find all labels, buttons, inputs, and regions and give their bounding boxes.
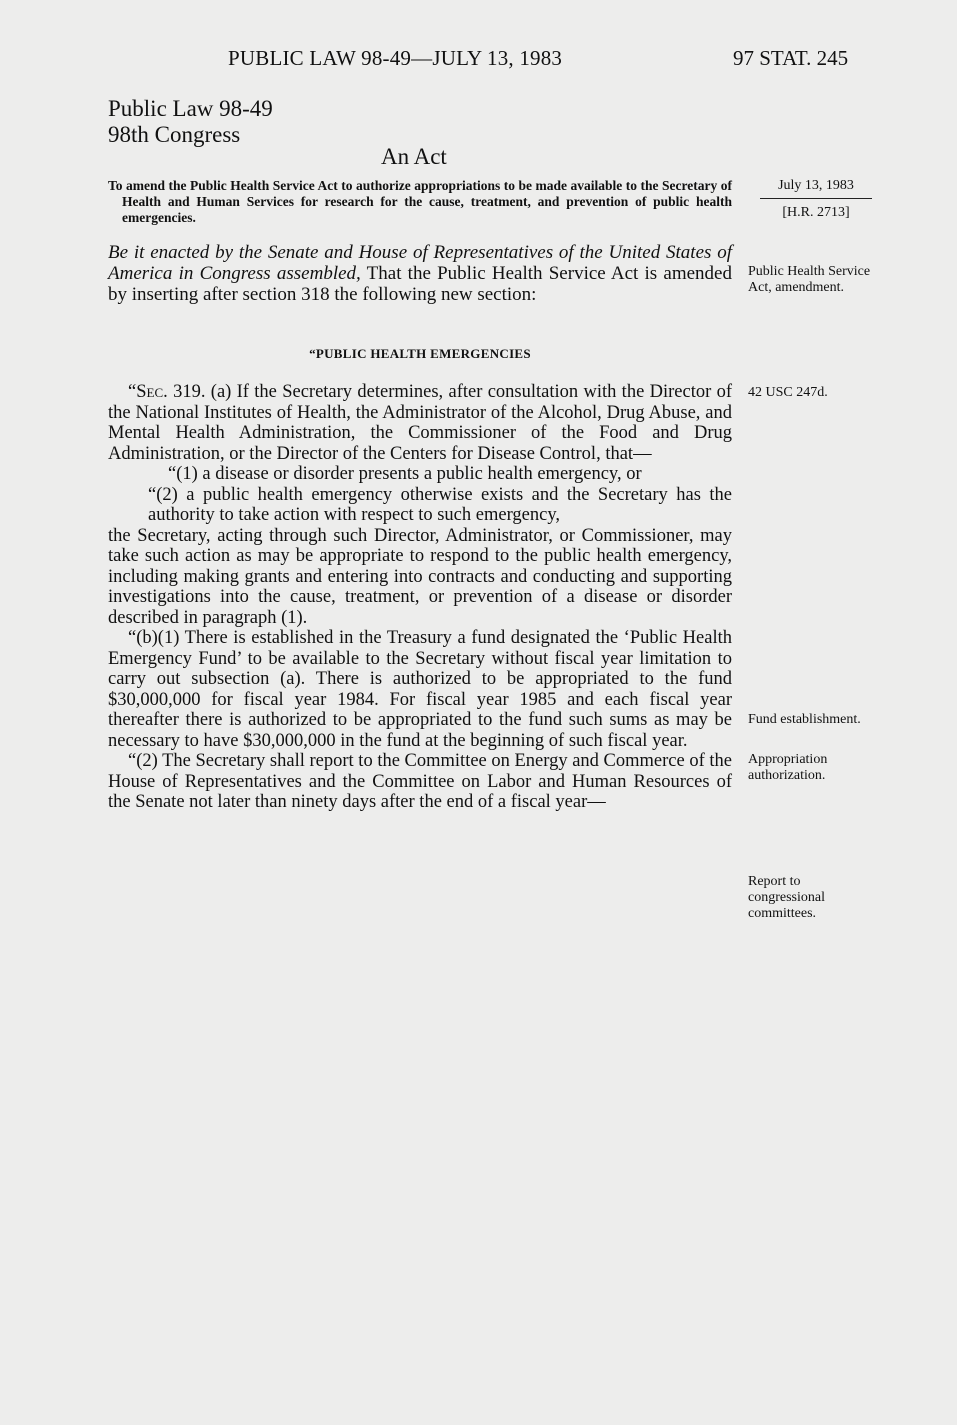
margin-note-usc-citation: 42 USC 247d. xyxy=(748,385,828,400)
paragraph-2: “(2) a public health emergency otherwise exists and the Secretary has the authority to take action with respect to such emergency, xyxy=(148,484,732,525)
margin-note-fund: Fund establishment. xyxy=(748,712,861,727)
paragraph-1: “(1) a disease or disorder presents a public health emergency, or xyxy=(168,464,642,484)
running-header-title: PUBLIC LAW 98-49—JULY 13, 1983 xyxy=(228,46,563,70)
section-label: “Sec. xyxy=(128,382,168,402)
enacting-clause xyxy=(108,242,732,305)
law-identification xyxy=(108,96,273,148)
enacting-clause-rest: That the Public Health Service Act is amended by inserting after section 318 the following new section: xyxy=(108,263,732,305)
section-heading: “PUBLIC HEALTH EMERGENCIES xyxy=(309,346,531,361)
subsection-a xyxy=(108,382,732,464)
subsection-a-continuation: the Secretary, acting through such Director, Administrator, or Commissioner, may take such action as may be appropriate to respond to the public health emergency, including making grants and entering into contracts and conducting and supporting investigations into the cause, treatment, or prevention of a disease or disorder described in paragraph (1). xyxy=(108,525,732,628)
subsection-b-1: “(b)(1) There is established in the Treasury a fund designated the ‘Public Health Emergency Fund’ to be available to the Secretary without fiscal year limitation to carry out subsection (a). There is authorized to be appropriated to the fund $30,000,000 for fiscal year 1984. For fiscal year 1985 and each fiscal year thereafter there is authorized to be appropriated to the fund such sums as may be necessary to have $30,000,000 in the fund at the beginning of such fiscal year. xyxy=(108,628,732,751)
congress-number: 98th Congress xyxy=(108,122,241,147)
enacting-clause-italic: Be it enacted by the Senate and House of Representatives of the United States of America in Congress assembled, xyxy=(108,242,732,284)
enactment-date: July 13, 1983 xyxy=(760,178,872,199)
section-body xyxy=(108,382,732,813)
act-purpose: To amend the Public Health Service Act to authorize appropriations to be made available to the Secretary of Health and Human Services for research for the cause, treatment, and prevention of public health emergencies. xyxy=(108,178,732,225)
margin-note-amendment: Public Health Service Act, amendment. xyxy=(748,264,871,295)
margin-note-report: Report to congressional committees. xyxy=(748,874,825,921)
enactment-date-block xyxy=(760,178,872,221)
law-number: Public Law 98-49 xyxy=(108,96,273,121)
stat-page-number: 97 STAT. 245 xyxy=(733,46,849,70)
margin-note-appropriation: Appropriation authorization. xyxy=(748,752,828,783)
act-heading: An Act xyxy=(381,144,447,169)
subsection-b-2: “(2) The Secretary shall report to the Committee on Energy and Commerce of the House of Representatives and the Committee on Labor and Human Resources of the Senate not later than ninety days after the end of a fiscal year— xyxy=(108,751,732,812)
subsection-a-text: 319. (a) If the Secretary determines, after consultation with the Director of the National Institutes of Health, the Administrator of the Alcohol, Drug Abuse, and Mental Health Administration, the Commissioner of the Food and Drug Administration, or the Director of the Centers for Disease Control, that— xyxy=(108,382,732,464)
bill-number: [H.R. 2713] xyxy=(782,205,850,220)
